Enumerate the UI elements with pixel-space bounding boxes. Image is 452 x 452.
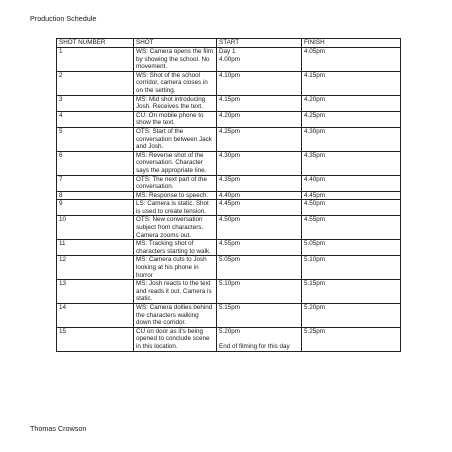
start-time-cell — [217, 151, 302, 175]
shot-number-cell — [57, 71, 134, 95]
shot-description: WS: Shot of the school corridor, camera closes in on the setting. — [136, 71, 208, 94]
shot-number-cell — [57, 200, 134, 216]
shot-description: CU on door as it's being opened to conclude scene in this location. — [136, 327, 210, 350]
start-time: Day 1 4.00pm — [219, 48, 241, 63]
shot-number-cell — [57, 216, 134, 240]
start-time: 4.40pm — [219, 191, 241, 199]
table-row — [57, 48, 401, 72]
table-row — [57, 191, 401, 200]
start-time: 5.10pm — [219, 280, 241, 288]
finish-time: 4.15pm — [304, 71, 326, 79]
shot-number-cell — [57, 256, 134, 280]
shot-description-cell — [134, 216, 217, 240]
header-shot: SHOT — [134, 39, 217, 48]
finish-time-cell — [302, 280, 401, 304]
author-name: Thomas Crowson — [30, 424, 87, 433]
shot-description-cell — [134, 111, 217, 127]
start-time: 5.05pm — [219, 256, 241, 264]
start-time-cell — [217, 256, 302, 280]
start-time: 4.45pm — [219, 200, 241, 208]
finish-time: 4.55pm — [304, 216, 326, 224]
table-header — [57, 39, 401, 48]
table-row — [57, 304, 401, 328]
finish-time-cell — [302, 240, 401, 256]
header-row — [57, 39, 401, 48]
table-row — [57, 256, 401, 280]
shot-description-cell — [134, 200, 217, 216]
start-time-cell — [217, 71, 302, 95]
shot-number: 3 — [59, 95, 63, 103]
shot-description: WS: Camera opens the film by showing the school. No movement. — [136, 48, 213, 71]
start-time-cell — [217, 240, 302, 256]
shot-number-cell — [57, 240, 134, 256]
shot-description: MS: Mid shot introducing Josh. Receives the text. — [136, 95, 206, 111]
shot-description: MS: Response to speech. — [136, 191, 209, 199]
table-row — [57, 175, 401, 191]
shot-description: CU: On mobile phone to show the text. — [136, 111, 204, 127]
shot-description-cell — [134, 151, 217, 175]
table-row — [57, 327, 401, 351]
finish-time: 4.40pm — [304, 175, 326, 183]
start-time: 4.20pm — [219, 111, 241, 119]
header-shot-number: SHOT NUMBER — [57, 39, 134, 48]
shot-number-cell — [57, 304, 134, 328]
finish-time-cell — [302, 71, 401, 95]
start-time: 4.55pm — [219, 240, 241, 248]
shot-number: 9 — [59, 200, 63, 208]
shot-description: OTS: New conversation subject from characters. Camera zooms out. — [136, 216, 204, 239]
shot-description-cell — [134, 327, 217, 351]
start-time-cell — [217, 175, 302, 191]
finish-time: 5.25pm — [304, 327, 326, 335]
shot-description-cell — [134, 304, 217, 328]
start-time: 4.30pm — [219, 151, 241, 159]
start-time-cell — [217, 304, 302, 328]
header-start: START — [217, 39, 302, 48]
finish-time-cell — [302, 327, 401, 351]
finish-time-cell — [302, 256, 401, 280]
shot-number-cell — [57, 127, 134, 151]
shot-description-cell — [134, 280, 217, 304]
shot-number: 1 — [59, 48, 63, 55]
table-row — [57, 71, 401, 95]
start-time-cell — [217, 48, 302, 72]
shot-number-cell — [57, 48, 134, 72]
finish-time-cell — [302, 95, 401, 111]
finish-time-cell — [302, 191, 401, 200]
shot-description: OTS: Start of the conversation between Jack and Josh. — [136, 127, 212, 151]
shot-description: MS: Tracking shot of characters starting to walk. — [136, 240, 211, 255]
document-title: Production Schedule — [30, 14, 97, 23]
table-row — [57, 111, 401, 127]
shot-number-cell — [57, 191, 134, 200]
production-schedule-table — [56, 38, 401, 352]
shot-number-cell — [57, 175, 134, 191]
shot-description-cell — [134, 71, 217, 95]
shot-description: WS: Camera dollies behind the characters walking down the corridor. — [136, 304, 213, 327]
table-row — [57, 200, 401, 216]
header-finish: FINISH — [302, 39, 401, 48]
finish-time: 5.15pm — [304, 280, 326, 288]
start-time: 5.15pm — [219, 304, 241, 311]
shot-description: OTS: The next part of the conversation. — [136, 175, 207, 191]
start-time-cell — [217, 95, 302, 111]
finish-time: 4.50pm — [304, 200, 326, 208]
start-time-cell — [217, 327, 302, 351]
finish-time: 4.35pm — [304, 151, 326, 159]
finish-time: 4.05pm — [304, 48, 326, 55]
table-row — [57, 95, 401, 111]
finish-time: 4.20pm — [304, 95, 326, 103]
finish-time-cell — [302, 200, 401, 216]
table-row — [57, 216, 401, 240]
finish-time-cell — [302, 175, 401, 191]
shot-number: 2 — [59, 71, 63, 79]
shot-number: 12 — [59, 256, 67, 264]
shot-number: 7 — [59, 175, 63, 183]
finish-time-cell — [302, 216, 401, 240]
shot-number-cell — [57, 327, 134, 351]
shot-number-cell — [57, 111, 134, 127]
shot-number: 4 — [59, 111, 63, 119]
table-body — [57, 48, 401, 352]
start-time-cell — [217, 200, 302, 216]
shot-description: LS: Camera is static. Shot is used to create tension. — [136, 200, 209, 215]
finish-time-cell — [302, 111, 401, 127]
finish-time: 5.05pm — [304, 240, 326, 248]
table-row — [57, 240, 401, 256]
shot-description: MS: Josh reacts to the text and reads it out. Camera is static. — [136, 280, 212, 303]
shot-description-cell — [134, 175, 217, 191]
start-time-cell — [217, 127, 302, 151]
finish-time-cell — [302, 151, 401, 175]
shot-description-cell — [134, 127, 217, 151]
shot-number: 6 — [59, 151, 63, 159]
table-row — [57, 151, 401, 175]
finish-time: 4.25pm — [304, 111, 326, 119]
shot-description-cell — [134, 48, 217, 72]
shot-number: 13 — [59, 280, 67, 288]
finish-time: 4.30pm — [304, 127, 326, 135]
shot-description-cell — [134, 240, 217, 256]
shot-number-cell — [57, 95, 134, 111]
finish-time: 5.10pm — [304, 256, 326, 264]
start-time: 5.20pm End of filming for this day — [219, 327, 290, 350]
shot-description-cell — [134, 95, 217, 111]
start-time: 4.15pm — [219, 95, 241, 103]
finish-time-cell — [302, 127, 401, 151]
shot-number: 10 — [59, 216, 67, 224]
start-time-cell — [217, 111, 302, 127]
start-time: 4.50pm — [219, 216, 241, 224]
finish-time: 4.45pm — [304, 191, 326, 199]
shot-number-cell — [57, 280, 134, 304]
start-time-cell — [217, 280, 302, 304]
shot-number-cell — [57, 151, 134, 175]
start-time: 4.25pm — [219, 127, 241, 135]
shot-number: 8 — [59, 191, 63, 199]
table-row — [57, 127, 401, 151]
shot-number: 15 — [59, 327, 67, 335]
shot-description: MS: Camera cuts to Josh looking at his phone in horror — [136, 256, 207, 279]
start-time-cell — [217, 191, 302, 200]
finish-time-cell — [302, 304, 401, 328]
start-time: 4.10pm — [219, 71, 241, 79]
shot-description: MS: Reverse shot of the conversation. Character says the appropriate line. — [136, 151, 207, 174]
finish-time: 5.20pm — [304, 304, 326, 311]
finish-time-cell — [302, 48, 401, 72]
shot-description-cell — [134, 256, 217, 280]
shot-number: 14 — [59, 304, 67, 311]
start-time-cell — [217, 216, 302, 240]
shot-number: 5 — [59, 127, 63, 135]
start-time: 4.35pm — [219, 175, 241, 183]
shot-description-cell — [134, 191, 217, 200]
shot-number: 11 — [59, 240, 66, 248]
table-row — [57, 280, 401, 304]
